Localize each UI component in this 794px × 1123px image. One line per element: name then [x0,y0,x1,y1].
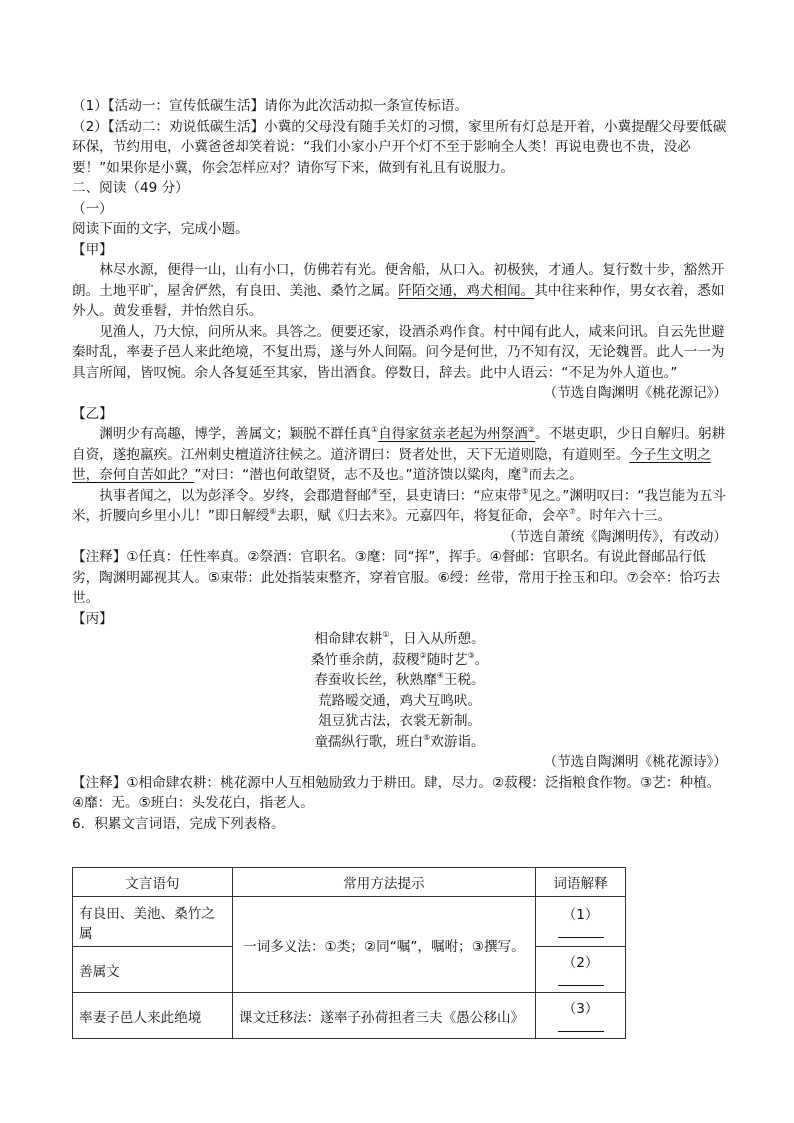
hint-cell: 课文迁移法：遂率子孙荷担者三夫《愚公移山》 [232,993,535,1039]
yi-underlined-1 [378,426,535,442]
poem-line [72,629,727,650]
footnote-mark: ① [371,425,379,434]
yi-text: ”对曰：“潜也何敢望贤，志不及也。”道济馈以粱肉，麾 [194,467,522,483]
poem-text: 春蚕收长丝，秋熟靡 [314,672,437,688]
bing-poem [72,629,727,752]
yi-underlined-2: 今子生文明之世，奈何自苦如此？ [72,446,711,483]
answer-cell[interactable] [536,897,626,947]
yi-text: 至，县吏请曰：“应束带 [378,487,522,504]
activity-q2: （2）【活动二：劝说低碳生活】小冀的父母没有随手关灯的习惯，家里所有灯总是开着，小冀提醒父母要低碳环保，节约用电，小冀爸爸却笑着说：“我们小家小户开个灯不至于影响全人类！再说电费也不贵，没必要！”如果你是小冀，你会怎样应对？请你写下来，做到有礼且有说服力。 [72,118,727,176]
answer-blank[interactable] [558,971,604,986]
yi-paragraph-1 [72,424,727,486]
poem-text: ，日入从所憩。 [389,631,485,647]
question-6: 6．积累文言词语，完成下列表格。 [72,815,285,832]
table-header-row [73,868,626,897]
jia-source: （节选自陶渊明《桃花源记》） [543,385,727,401]
jia-label: 【甲】 [72,241,113,258]
answer-label: （1） [562,907,599,923]
sentence-cell: 有良田、美池、桑竹之属 [73,897,233,947]
jia-paragraph-1 [72,260,727,322]
vocab-table [72,867,626,1039]
bing-label: 【丙】 [72,610,113,627]
poem-text: 童孺纵行歌，班白 [314,733,424,750]
footnote-mark: ② [419,650,427,660]
table-header: 常用方法提示 [232,868,535,897]
poem-text: 相命肆农耕 [314,631,383,647]
footnote-mark: ⑥ [269,507,277,516]
answer-label: （2） [562,955,599,971]
poem-text: 随时艺 [426,651,468,668]
poem-text: 欢游诣。 [430,733,485,750]
part-number: （一） [72,200,113,217]
footnote-mark: ⑤ [423,732,431,742]
sentence-cell: 率妻子邑人来此绝境 [73,993,233,1039]
yi-text: 渊明少有高趣，博学，善属文；颖脱不群任真 [99,426,372,442]
activity-q1: （1）【活动一：宣传低碳生活】请你为此次活动拟一条宣传标语。 [72,98,469,114]
footnote-mark: ⑦ [568,507,576,516]
poem-text: 王税。 [443,672,485,688]
poem-line [72,670,727,691]
hint-cell: 一词多义法：①类；②同“嘱”，嘱咐；③撰写。 [232,897,535,993]
document-body [72,96,727,834]
footnote-mark: ③ [521,466,529,475]
poem-line: 荒路暧交通，鸡犬互鸣吠。 [317,692,482,709]
yi-label: 【乙】 [72,405,113,422]
answer-cell[interactable] [536,993,626,1039]
answer-cell[interactable] [536,947,626,993]
table-row [73,993,626,1039]
yi-notes: 【注释】①任真：任性率真。②祭酒：官职名。③麾：同“挥”，挥手。④督邮：官职名。有说此督邮品行低劣，陶渊明鄙视其人。⑤束带：此处指装束整齐，穿着官服。⑥绶：丝带，常用于拴玉和印。⑦会卒：恰巧去世。 [72,549,721,606]
jia-underlined-sentence: 阡陌交通，鸡犬相闻。 [398,282,535,299]
answer-label: （3） [562,1001,599,1017]
yi-text: 。时年六十三。 [575,508,672,524]
answer-blank[interactable] [558,1017,604,1032]
yi-underlined-text: 自得家贫亲老起为州祭酒 [378,426,528,442]
footnote-mark: ⑤ [521,486,529,496]
poem-line [72,650,727,671]
poem-text: 桑竹垂余荫，菽稷 [310,651,420,668]
poem-line: 俎豆犹古法，衣裳无新制。 [317,713,482,729]
yi-text: 而去之。 [528,467,583,483]
reading-instruction: 阅读下面的文字，完成小题。 [72,221,249,237]
section-title: 二、阅读（49 分） [72,180,189,196]
yi-paragraph-2 [72,486,727,527]
answer-blank[interactable] [558,923,604,938]
yi-source: （节选自萧统《陶渊明传》，有改动） [502,528,727,545]
footnote-mark: ① [382,630,390,639]
table-header: 词语解释 [536,868,626,897]
yi-text: 去职，赋《归去来》。元嘉四年，将复征命，会卒 [276,508,569,524]
table-row [73,897,626,947]
sentence-cell: 善属文 [73,947,233,993]
bing-notes: 【注释】①相命肆农耕：桃花源中人互相勉励致力于耕田。肆，尽力。②菽稷：泛指粮食作物。③艺：种植。④靡：无。⑤班白：头发花白，指老人。 [72,774,721,811]
jia-text: 林尽水源，便得一山，山有小口，仿佛若有光。便舍船，从口入。初极狭，才通人。复行数十步，豁然开朗。土地平旷，屋舍俨然，有良田、美池、桑竹之属。 [72,262,725,299]
jia-paragraph-2: 见渔人，乃大惊，问所从来。具答之。便要还家，设酒杀鸡作食。村中闻有此人，咸来问讯。自云先世避秦时乱，率妻子邑人来此绝境，不复出焉，遂与外人间隔。问今是何世，乃不知有汉，无论魏晋。此人一一为具言所闻，皆叹惋。余人各复延至其家，皆出酒食。停数日，辞去。此中人语云：“不足为外人道也。” [72,323,725,381]
poem-line [72,732,727,753]
poem-text: 。 [474,651,489,668]
table-header: 文言语句 [73,868,233,897]
yi-text: 执事者闻之，以为彭泽令。岁终，会郡遣督邮 [99,487,372,504]
yi-text: 见之。”渊明叹曰：“我岂能为五斗米，折腰向乡里小儿！”即日解绶 [72,487,726,524]
footnote-mark: ④ [436,671,444,680]
yi-text: 。不堪吏职，少日自解归。躬耕自资，遂抱羸疾。江州刺史檀道济往候之。道济谓曰：贤者处世，天下无道则隐，有道则至。 [72,426,726,463]
footnote-mark: ③ [467,650,475,660]
footnote-mark: ② [527,425,535,434]
footnote-mark: ④ [371,486,379,496]
bing-source: （节选自陶渊明《桃花源诗》） [543,754,727,770]
jia-text: 其中往来种作，男女衣着，悉如外人。黄发垂髫，并怡然自乐。 [72,282,725,319]
